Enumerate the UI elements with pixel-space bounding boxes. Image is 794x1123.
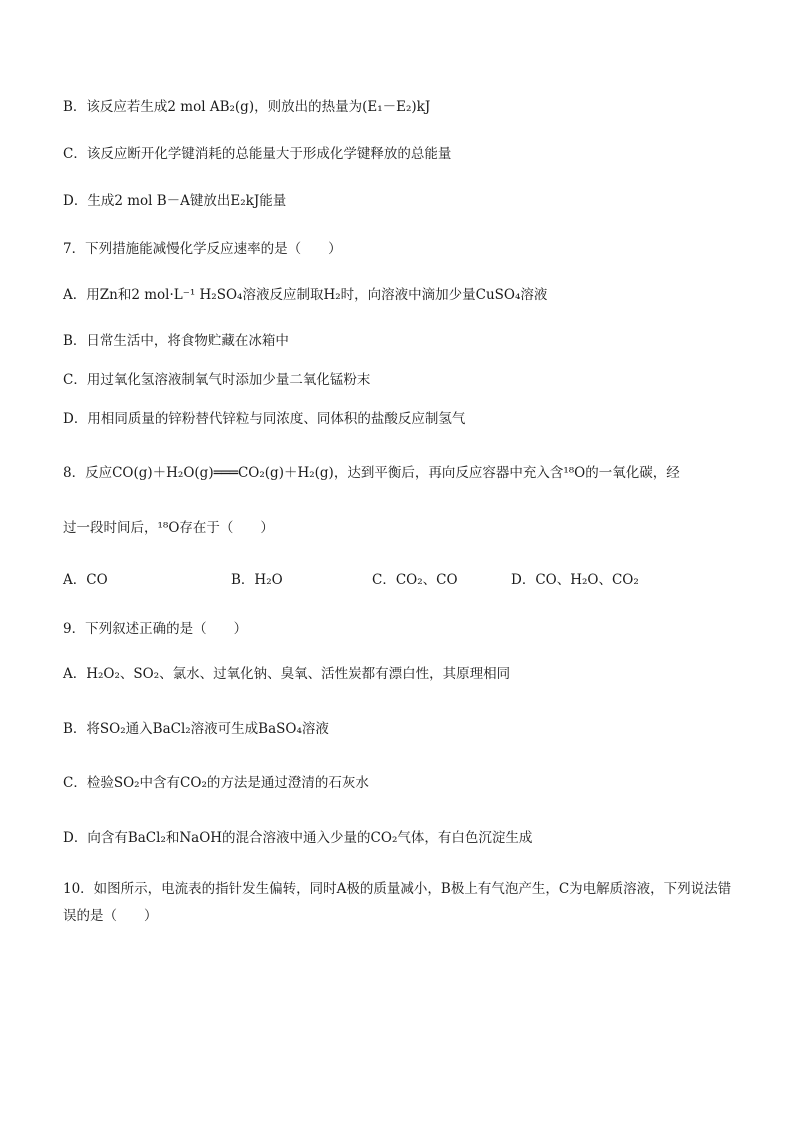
q7-option-a: A．用Zn和2 mol·L⁻¹ H₂SO₄溶液反应制取H₂时，向溶液中滴加少量CuSO₄溶液 bbox=[63, 287, 548, 303]
q8-stem-line1: 8．反应CO(g)＋H₂O(g)═══CO₂(g)＋H₂(g)，达到平衡后，再向反应容器中充入含¹⁸O的一氧化碳，经 bbox=[63, 465, 680, 481]
q6-option-d: D．生成2 mol B－A键放出E₂kJ能量 bbox=[63, 193, 287, 209]
q7-option-c: C．用过氧化氢溶液制氧气时添加少量二氧化锰粉末 bbox=[63, 372, 371, 388]
q7-option-d: D．用相同质量的锌粉替代锌粒与同浓度、同体积的盐酸反应制氢气 bbox=[63, 411, 466, 427]
q9-option-b: B．将SO₂通入BaCl₂溶液可生成BaSO₄溶液 bbox=[63, 721, 329, 737]
q8-option-b: B．H₂O bbox=[231, 572, 283, 588]
q7-option-b: B．日常生活中，将食物贮藏在冰箱中 bbox=[63, 333, 289, 349]
q9-stem: 9．下列叙述正确的是（ ） bbox=[63, 621, 248, 637]
q9-option-a: A．H₂O₂、SO₂、氯水、过氧化钠、臭氧、活性炭都有漂白性，其原理相同 bbox=[63, 666, 511, 682]
q8-option-a: A．CO bbox=[63, 572, 108, 588]
q6-option-c: C．该反应断开化学键消耗的总能量大于形成化学键释放的总能量 bbox=[63, 146, 452, 162]
q9-option-c: C．检验SO₂中含有CO₂的方法是通过澄清的石灰水 bbox=[63, 775, 369, 791]
q8-option-d: D．CO、H₂O、CO₂ bbox=[511, 572, 639, 588]
q8-stem-line2: 过一段时间后，¹⁸O存在于（ ） bbox=[63, 520, 274, 536]
q7-stem: 7．下列措施能减慢化学反应速率的是（ ） bbox=[63, 241, 342, 257]
q8-option-c: C．CO₂、CO bbox=[372, 572, 458, 588]
q10-stem: 10．如图所示，电流表的指针发生偏转，同时A极的质量减小，B极上有气泡产生，C为电解质溶液，下列说法错误的是（ ） bbox=[63, 881, 732, 924]
q9-option-d: D．向含有BaCl₂和NaOH的混合溶液中通入少量的CO₂气体，有白色沉淀生成 bbox=[63, 830, 533, 846]
q6-option-b: B．该反应若生成2 mol AB₂(g)，则放出的热量为(E₁－E₂)kJ bbox=[63, 99, 431, 115]
